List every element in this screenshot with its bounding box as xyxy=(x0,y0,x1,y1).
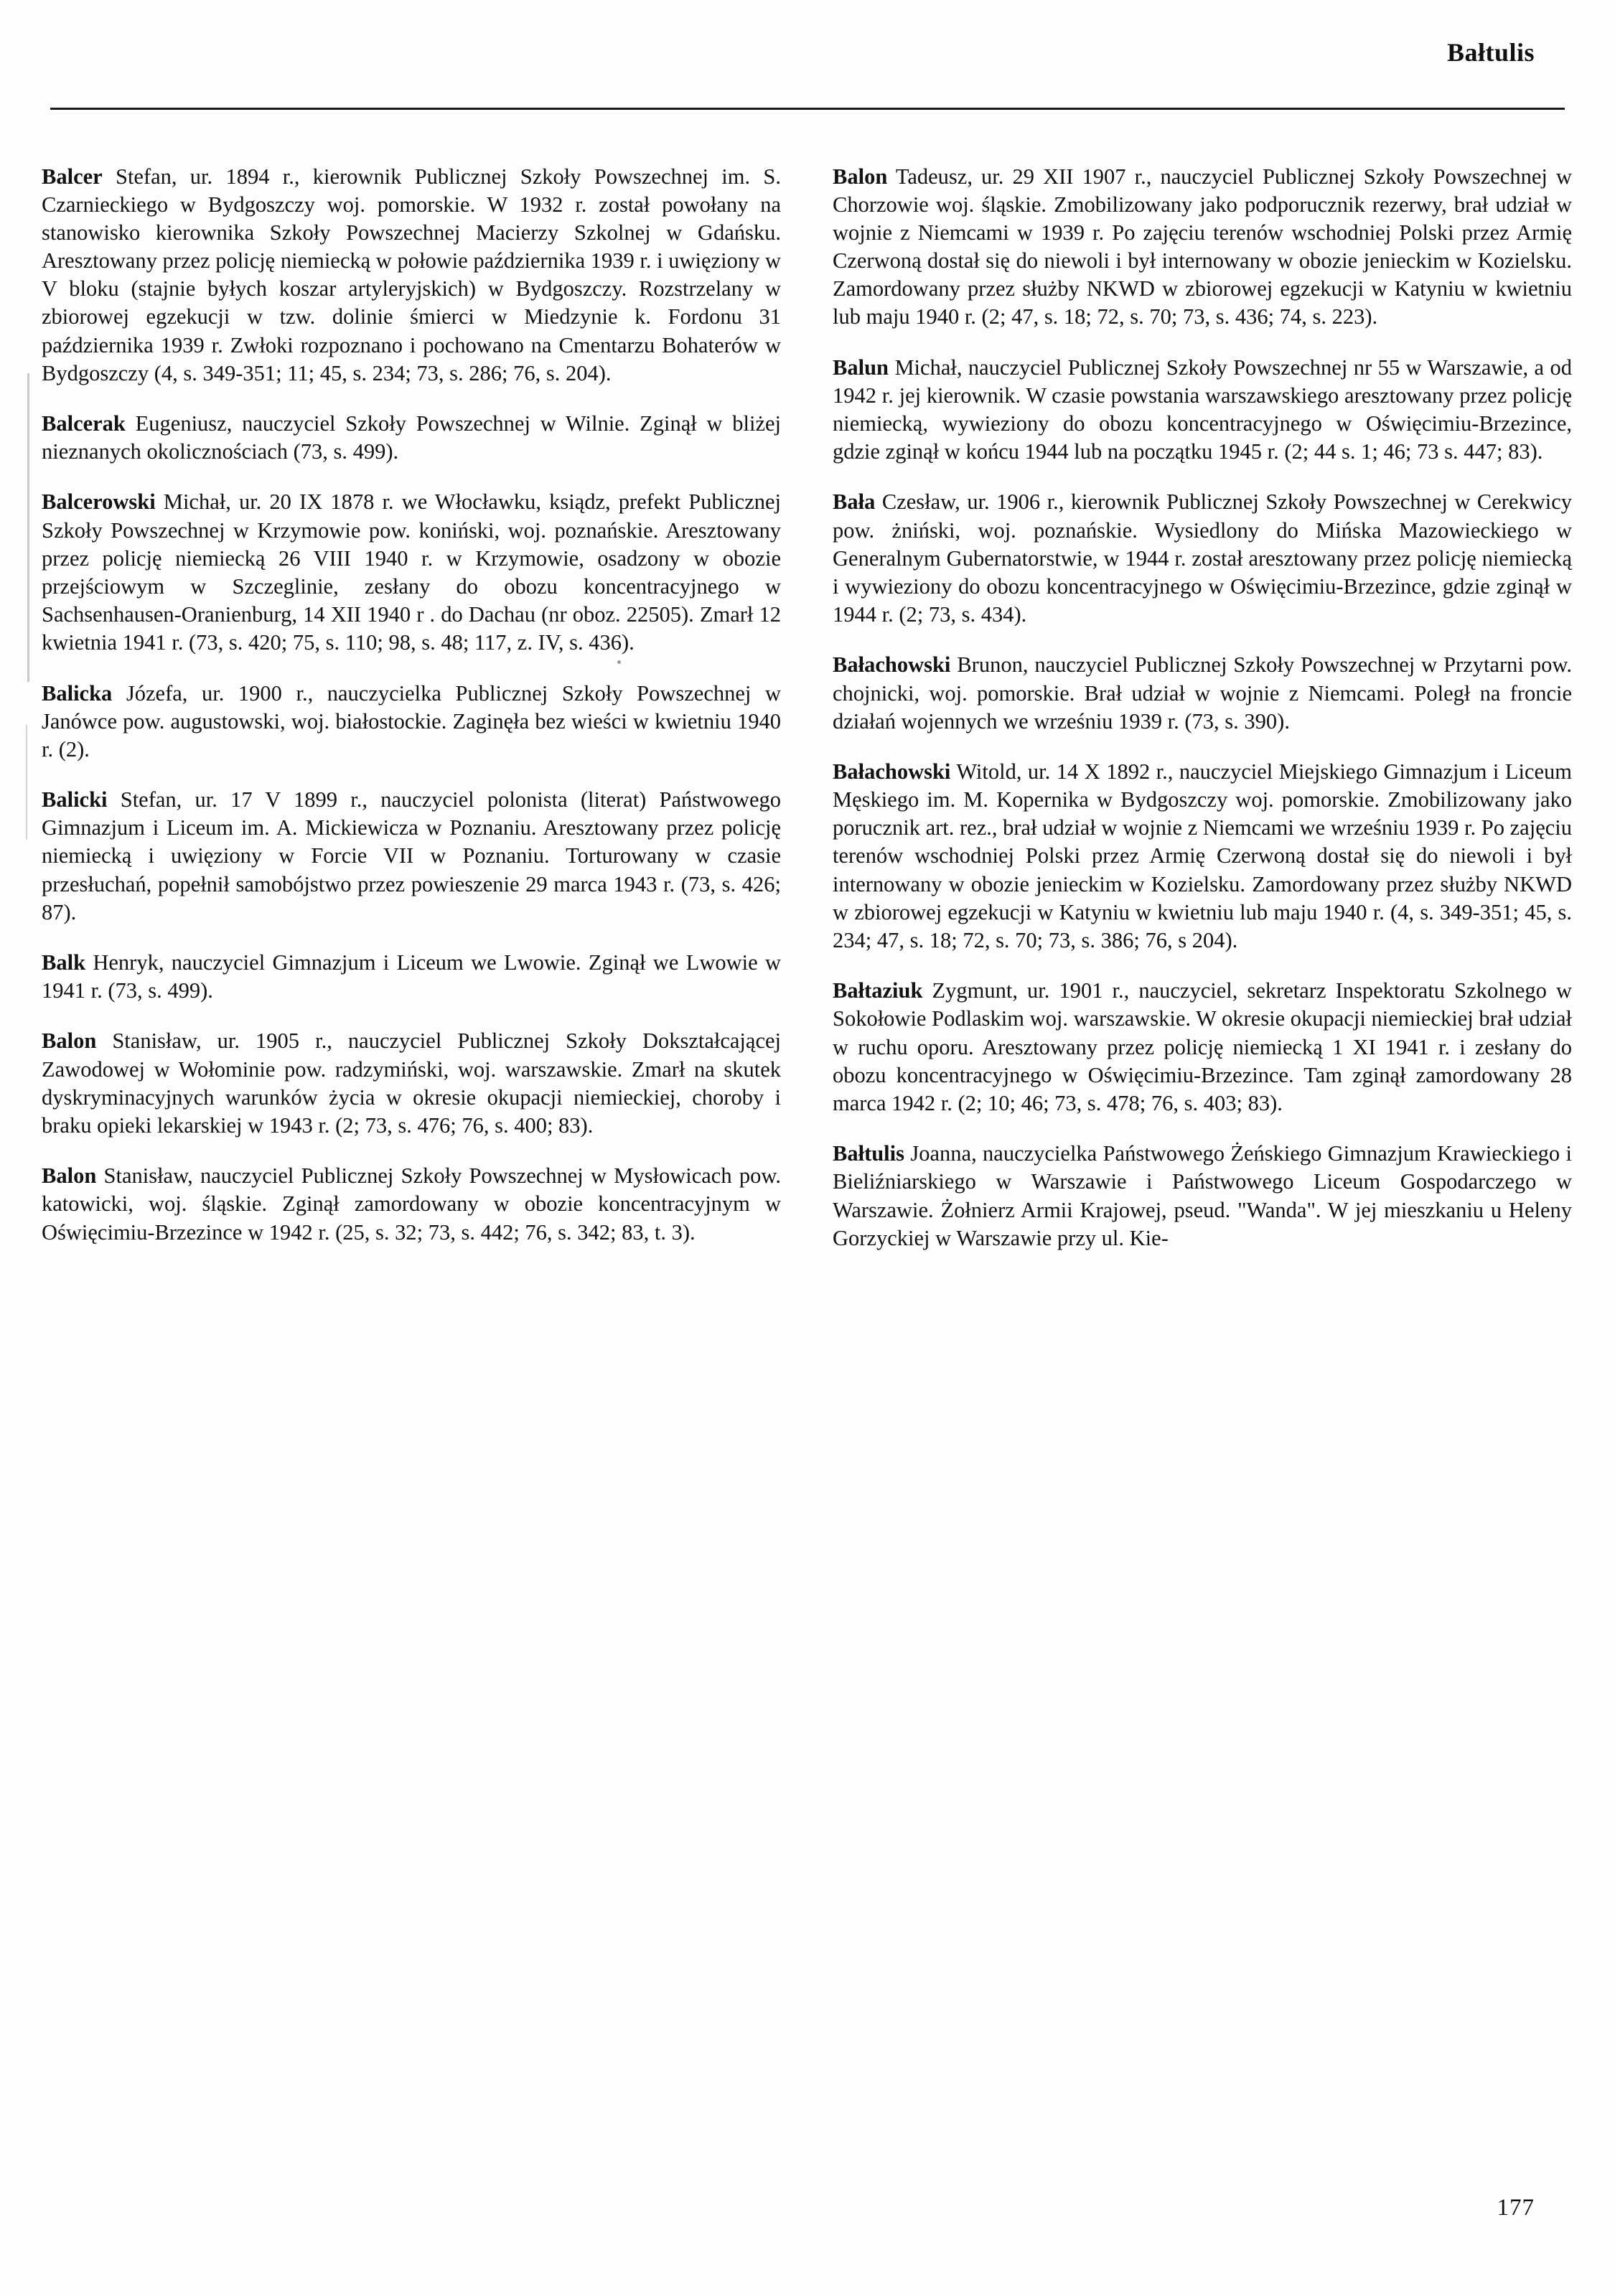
dictionary-entry xyxy=(42,163,781,388)
entry-text: Joanna, nauczycielka Państwowego Żeńskiego Gimnazjum Krawieckiego i Bieliźniarskiego w Warszawie i Państwowego Liceum Gospodarczego w Warszawie. Żołnierz Armii Krajowej, pseud. "Wanda". W jej mieszkaniu u Heleny Gorzyckiej w Warszawie przy ul. Kie- xyxy=(833,1141,1572,1250)
entry-text: Michał, ur. 20 IX 1878 r. we Włocławku, ksiądz, prefekt Publicznej Szkoły Powszechnej w Krzymowie pow. koniński, woj. poznańskie. Aresztowany przez policję niemiecką 26 VIII 1940 r. w Krzymowie, osadzony w obozie przejściowym w Szczeglinie, zesłany do obozu koncentracyjnego w Sachsenhausen-Oranienburg, 14 XII 1940 r . do Dachau (nr oboz. 22505). Zmarł 12 kwietnia 1941 r. (73, s. 420; 75, s. 110; 98, s. 48; 117, z. IV, s. 436). xyxy=(42,489,781,655)
page-number: 177 xyxy=(1497,2195,1535,2221)
entry-text: Michał, nauczyciel Publicznej Szkoły Powszechnej nr 55 w Warszawie, a od 1942 r. jej kierownik. W czasie powstania warszawskiego aresztowany przez policję niemiecką, wywieziony do obozu koncentracyjnego w Oświęcimiu-Brzezince, gdzie zginął w końcu 1944 lub na początku 1945 r. (2; 44 s. 1; 46; 73 s. 447; 83). xyxy=(833,355,1572,464)
entry-text: Czesław, ur. 1906 r., kierownik Publicznej Szkoły Powszechnej w Cerekwicy pow. żniński, woj. poznańskie. Wysiedlony do Mińska Mazowieckiego w Generalnym Gubernatorstwie, w 1944 r. został aresztowany przez policję niemiecką i wywieziony do obozu koncentracyjnego w Oświęcimiu-Brzezince, gdzie zginął w 1944 r. (2; 73, s. 434). xyxy=(833,489,1572,627)
entry-text: Józefa, ur. 1900 r., nauczycielka Publicznej Szkoły Powszechnej w Janówce pow. augustowski, woj. białostockie. Zaginęła bez wieści w kwietniu 1940 r. (2). xyxy=(42,680,781,762)
entry-name: Bałachowski xyxy=(833,759,951,784)
entry-name: Balcer xyxy=(42,164,103,189)
scan-edge-artifact-secondary xyxy=(26,725,27,840)
entry-name: Balon xyxy=(42,1163,97,1189)
column-right xyxy=(833,141,1572,2179)
entry-text: Henryk, nauczyciel Gimnazjum i Liceum we Lwowie. Zginął we Lwowie w 1941 r. (73, s. 499). xyxy=(42,950,781,1003)
dictionary-entry xyxy=(42,488,781,657)
dictionary-entry xyxy=(42,1162,781,1247)
header-rule xyxy=(50,108,1565,110)
entry-name: Balicka xyxy=(42,680,113,706)
dictionary-entry xyxy=(833,758,1572,955)
entry-name: Balcerak xyxy=(42,411,126,436)
dictionary-entry xyxy=(833,977,1572,1117)
running-head: Bałtulis xyxy=(1446,38,1535,67)
dictionary-entry xyxy=(833,488,1572,629)
entry-name: Balcerowski xyxy=(42,489,156,515)
entry-text: Stefan, ur. 1894 r., kierownik Publicznej Szkoły Powszechnej im. S. Czarnieckiego w Bydgoszczy woj. pomorskie. W 1932 r. został powołany na stanowisko kierownika Szkoły Powszechnej Macierzy Szkolnej w Gdańsku. Aresztowany przez policję niemiecką w połowie października 1939 r. i uwięziony w V bloku (stajnie byłych koszar artyleryjskich) w Bydgoszczy. Rozstrzelany w zbiorowej egzekucji w tzw. dolinie śmierci w Miedzynie k. Fordonu 31 października 1939 r. Zwłoki rozpoznano i pochowano na Cmentarzu Bohaterów w Bydgoszczy (4, s. 349-351; 11; 45, s. 234; 73, s. 286; 76, s. 204). xyxy=(42,164,781,385)
entry-name: Balon xyxy=(833,164,888,189)
dictionary-entry xyxy=(833,651,1572,736)
entry-text: Tadeusz, ur. 29 XII 1907 r., nauczyciel Publicznej Szkoły Powszechnej w Chorzowie woj. śląskie. Zmobilizowany jako podporucznik rezerwy, brał udział w wojnie z Niemcami w 1939 r. Po zajęciu terenów wschodniej Polski przez Armię Czerwoną dostał się do niewoli i był internowany w obozie jenieckim w Kozielsku. Zamordowany przez służby NKWD w zbiorowej egzekucji w Katyniu w kwietniu lub maju 1940 r. (2; 47, s. 18; 72, s. 70; 73, s. 436; 74, s. 223). xyxy=(833,164,1572,329)
entry-name: Balk xyxy=(42,950,86,975)
dictionary-entry xyxy=(833,1140,1572,1252)
dictionary-entry xyxy=(42,786,781,927)
entry-name: Bałachowski xyxy=(833,652,951,678)
dictionary-entry xyxy=(42,410,781,466)
entry-text: Zygmunt, ur. 1901 r., nauczyciel, sekretarz Inspektoratu Szkolnego w Sokołowie Podlaskim woj. warszawskie. W okresie okupacji niemieckiej brał udział w ruchu oporu. Aresztowany przez policję niemiecką 1 XI 1941 r. i zesłany do obozu koncentracyjnego w Oświęcimiu-Brzezince. Tam zginął zamordowany 28 marca 1942 r. (2; 10; 46; 73, s. 478; 76, s. 403; 83). xyxy=(833,978,1572,1115)
column-left xyxy=(42,141,781,2179)
dictionary-entry xyxy=(833,354,1572,467)
dictionary-entry xyxy=(42,1027,781,1140)
entry-text: Stanisław, ur. 1905 r., nauczyciel Publicznej Szkoły Dokształcającej Zawodowej w Wołominie pow. radzymiński, woj. warszawskie. Zmarł na skutek dyskryminacyjnych warunków życia w okresie okupacji niemieckiej, choroby i braku opieki lekarskiej w 1943 r. (2; 73, s. 476; 76, s. 400; 83). xyxy=(42,1028,781,1138)
dictionary-entry xyxy=(42,680,781,764)
entry-name: Balicki xyxy=(42,787,108,812)
scan-edge-artifact xyxy=(27,373,29,682)
entry-text: Witold, ur. 14 X 1892 r., nauczyciel Miejskiego Gimnazjum i Liceum Męskiego im. M. Kopernika w Bydgoszczy woj. pomorskie. Zmobilizowany jako porucznik art. rez., brał udział w wojnie z Niemcami we wrześniu 1939 r. Po zajęciu terenów wschodniej Polski przez Armię Czerwoną dostał się do niewoli i był internowany w obozie jenieckim w Kozielsku. Zamordowany przez służby NKWD w zbiorowej egzekucji w Katyniu w kwietniu lub maju 1940 r. (4, s. 349-351; 45, s. 234; 47, s. 18; 72, s. 70; 73, s. 386; 76, s 204). xyxy=(833,759,1572,952)
entry-text: Stefan, ur. 17 V 1899 r., nauczyciel polonista (literat) Państwowego Gimnazjum i Liceum im. A. Mickiewicza w Poznaniu. Aresztowany przez policję niemiecką i uwięziony w Forcie VII w Poznaniu. Torturowany w czasie przesłuchań, popełnił samobójstwo przez powieszenie 29 marca 1943 r. (73, s. 426; 87). xyxy=(42,787,781,924)
entry-name: Bałtulis xyxy=(833,1141,905,1166)
entry-text: Brunon, nauczyciel Publicznej Szkoły Powszechnej w Przytarni pow. chojnicki, woj. pomorskie. Brał udział w wojnie z Niemcami. Poległ na froncie działań wojennych we wrześniu 1939 r. (73, s. 390). xyxy=(833,652,1572,734)
entry-name: Balon xyxy=(42,1028,97,1054)
entry-name: Balun xyxy=(833,355,889,380)
entry-text: Eugeniusz, nauczyciel Szkoły Powszechnej w Wilnie. Zginął w bliżej nieznanych okolicznościach (73, s. 499). xyxy=(42,411,781,464)
entry-text: Stanisław, nauczyciel Publicznej Szkoły Powszechnej w Mysłowicach pow. katowicki, woj. śląskie. Zginął zamordowany w obozie koncentracyjnym w Oświęcimiu-Brzezince w 1942 r. (25, s. 32; 73, s. 442; 76, s. 342; 83, t. 3). xyxy=(42,1163,781,1245)
dictionary-entry xyxy=(833,163,1572,332)
dictionary-entry xyxy=(42,949,781,1005)
entry-name: Bała xyxy=(833,489,876,515)
entry-name: Bałtaziuk xyxy=(833,978,923,1003)
body-columns xyxy=(42,141,1572,2179)
